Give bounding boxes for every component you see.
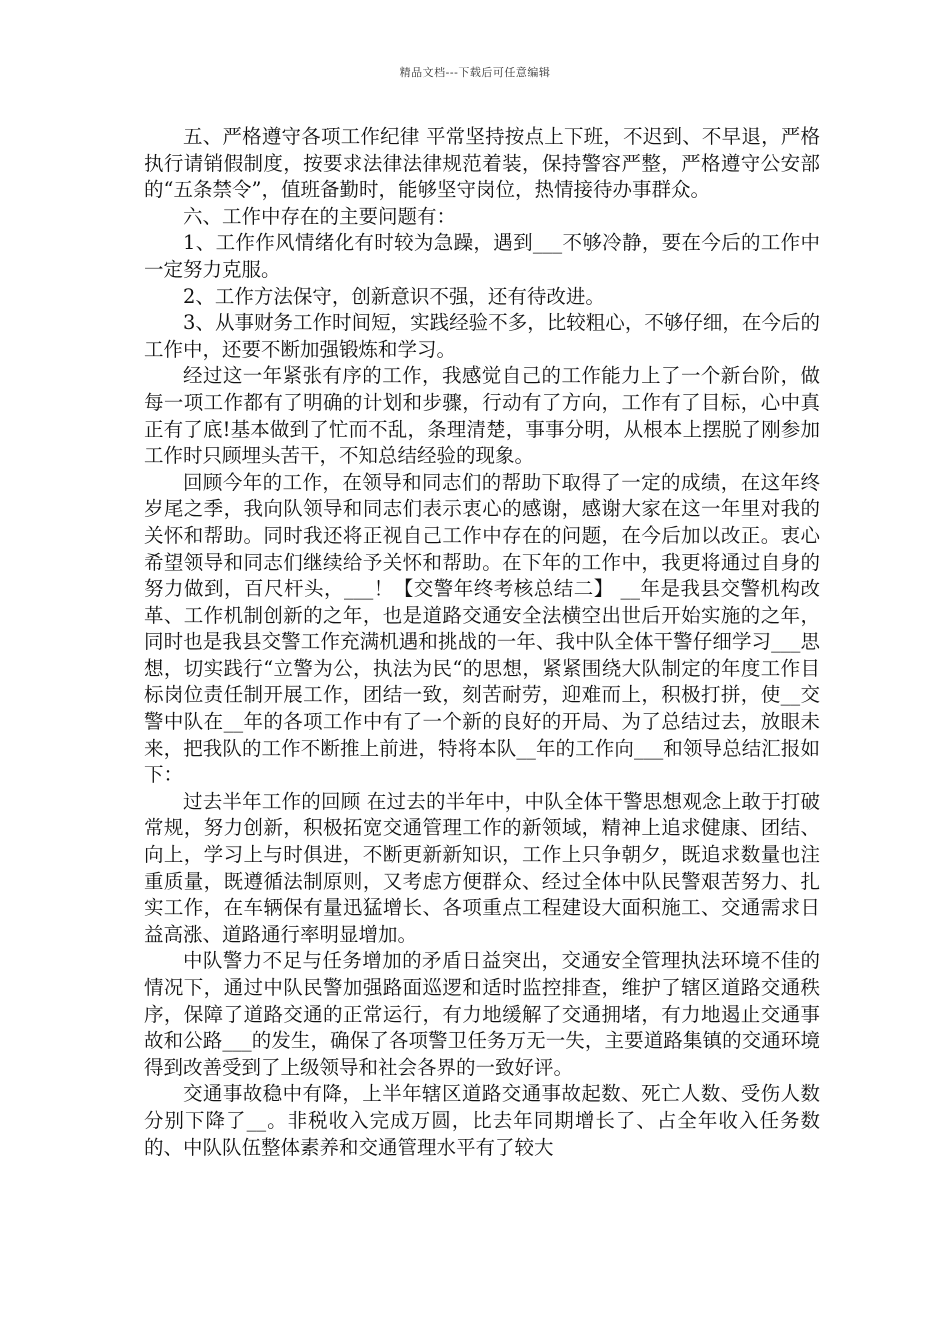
paragraph-problem-2: 2、工作方法保守，创新意识不强，还有待改进。 <box>183 284 605 308</box>
paragraph-problem-3: 3、从事财务工作时间短，实践经验不多，比较粗心，不够仔细，在今后的工作中，还要不断加强锻炼和学习。 <box>144 311 820 361</box>
paragraph-police-force: 中队警力不足与任务增加的矛盾日益突出，交通安全管理执法环境不佳的情况下，通过中队民警加强路面巡逻和适时监控排查，维护了辖区道路交通秩序，保障了道路交通的正常运行，有力地缓解了交通拥堵，有力地遏止交通事故和公路___的发生，确保了各项警卫任务万无一失，主要道路集镇的交通环境得到改善受到了上级领导和社会各界的一致好评。 <box>144 949 820 1079</box>
paragraph-review-and-summary-two: 回顾今年的工作，在领导和同志们的帮助下取得了一定的成绩，在这年终岁尾之季，我向队领导和同志们表示衷心的感谢，感谢大家在这一年里对我的关怀和帮助。同时我还将正视自己工作中存在的问题，在今后加以改正。衷心希望领导和同志们继续给予关怀和帮助。在下年的工作中，我更将通过自身的努力做到，百尺杆头，___！【交警年终考核总结二】 __年是我县交警机构改革、工作机制创新的之年，也是道路交通安全法横空出世后开始实施的之年，同时也是我县交警工作充满机遇和挑战的一年、我中队全体干警仔细学习___思想，切实践行“立警为公，执法为民“的思想，紧紧围绕大队制定的年度工作目标岗位责任制开展工作，团结一致，刻苦耐劳，迎难而上，积极打拼，使__交警中队在__年的各项工作中有了一个新的良好的开局、为了总结过去，放眼未来，把我队的工作不断推上前进，特将本队__年的工作向___和领导总结汇报如下： <box>144 470 820 787</box>
paragraph-problem-1: 1、工作作风情绪化有时较为急躁，遇到___不够冷静，要在今后的工作中一定努力克服。 <box>144 231 820 281</box>
paragraph-problems-heading: 六、工作中存在的主要问题有： <box>183 204 457 228</box>
paragraph-half-year-review: 过去半年工作的回顾 在过去的半年中，中队全体干警思想观念上敢于打破常规，努力创新，积极拓宽交通管理工作的新领域，精神上追求健康、团结、向上，学习上与时俱进，不断更新新知识，工作上只争朝夕，既追求数量也注重质量，既遵循法制原则，又考虑方便群众、经过全体中队民警艰苦努力、扎实工作，在车辆保有量迅猛增长、各项重点工程建设大面积施工、交通需求日益高涨、道路通行率明显增加。 <box>144 789 820 946</box>
paragraph-year-reflection: 经过这一年紧张有序的工作，我感觉自己的工作能力上了一个新台阶，做每一项工作都有了明确的计划和步骤，行动有了方向，工作有了目标，心中真正有了底!基本做到了忙而不乱，条理清楚，事事分明，从根本上摆脱了刚参加工作时只顾埋头苦干，不知总结经验的现象。 <box>144 364 820 468</box>
page-header: 精品文档---下载后可任意编辑 <box>399 66 551 79</box>
paragraph-accident-stats: 交通事故稳中有降，上半年辖区道路交通事故起数、死亡人数、受伤人数分别下降了__。非税收入完成万圆，比去年同期增长了、占全年收入任务数的、中队队伍整体素养和交通管理水平有了较大 <box>144 1082 820 1159</box>
document-body <box>144 124 820 1161</box>
paragraph-work-discipline: 五、严格遵守各项工作纪律 平常坚持按点上下班，不迟到、不早退，严格执行请销假制度，按要求法律法律规范着装，保持警容严整，严格遵守公安部的“五条禁令”，值班备勤时，能够坚守岗位，热情接待办事群众。 <box>144 125 820 202</box>
